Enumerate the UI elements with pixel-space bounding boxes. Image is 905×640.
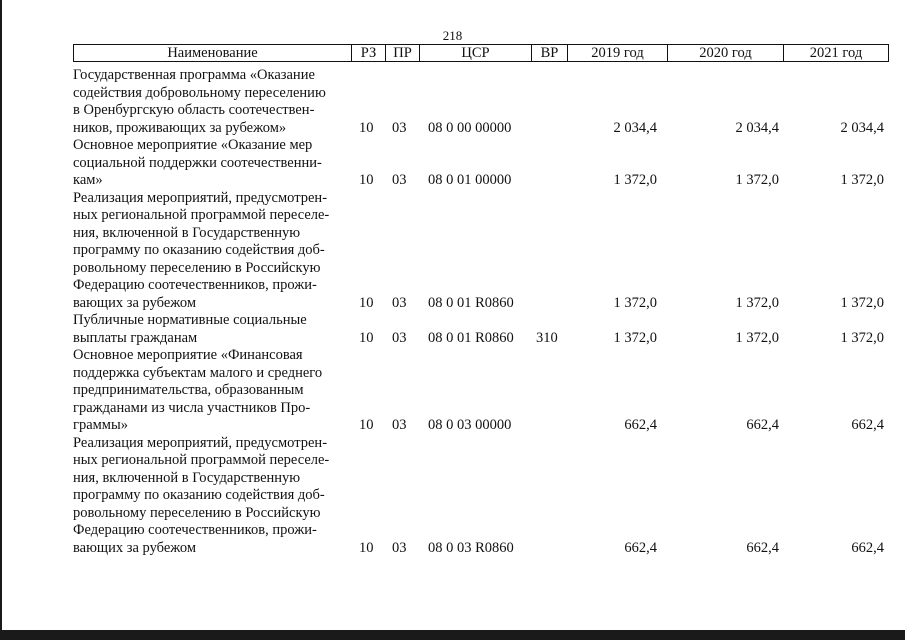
- row-name-line: Основное мероприятие «Финансовая: [73, 347, 303, 363]
- table-row: [73, 435, 889, 558]
- row-name-line: Государственная программа «Оказание: [73, 67, 315, 83]
- row-csr: 08 0 03 00000: [428, 417, 512, 433]
- table-row: [73, 190, 889, 313]
- row-name-line: выплаты гражданам: [73, 329, 198, 346]
- row-name: [73, 435, 351, 558]
- row-name-line: программу по оказанию содействия доб-: [73, 487, 325, 503]
- table-row: [73, 347, 889, 435]
- scan-edge-left: [0, 0, 2, 640]
- row-value-2021: 2 034,4: [840, 119, 884, 136]
- row-pr: 03: [392, 294, 407, 311]
- row-name-line: Реализация мероприятий, предусмотрен-: [73, 189, 328, 206]
- row-name-line: программу по оказанию содействия доб-: [73, 242, 325, 258]
- header-vr: ВР: [532, 45, 568, 61]
- header-csr: ЦСР: [420, 45, 532, 61]
- row-name: [73, 137, 351, 190]
- table-row: [73, 67, 889, 137]
- row-value-2019: 1 372,0: [613, 329, 657, 346]
- row-rz: 10: [359, 539, 374, 556]
- row-pr: 03: [392, 539, 407, 556]
- header-2019: 2019 год: [568, 45, 668, 61]
- row-csr: 08 0 01 00000: [428, 172, 512, 188]
- row-name-line: вающих за рубежом: [73, 539, 197, 556]
- row-name-line: предпринимательства, образованным: [73, 382, 304, 398]
- row-name: [73, 190, 351, 313]
- row-value-2021: 1 372,0: [840, 329, 884, 346]
- row-pr: 03: [392, 119, 407, 136]
- row-name-line: ников, проживающих за рубежом»: [73, 119, 287, 136]
- row-name-line: вающих за рубежом: [73, 294, 197, 311]
- row-name-line: Федерацию соотечественников, прожи-: [73, 522, 317, 538]
- row-value-2019: 662,4: [624, 417, 657, 433]
- row-name-line: в Оренбургскую область соотечествен-: [73, 102, 315, 118]
- row-csr: 08 0 00 00000: [428, 119, 512, 136]
- row-rz: 10: [359, 172, 374, 188]
- row-name-line: ных региональной программой переселе-: [73, 452, 330, 468]
- row-pr: 03: [392, 329, 407, 346]
- row-name: [73, 67, 351, 137]
- page-number: 218: [442, 28, 463, 43]
- row-name-line: Публичные нормативные социальные: [73, 312, 307, 328]
- row-name-line: кам»: [73, 172, 103, 188]
- table-row: [73, 137, 889, 190]
- row-value-2021: 662,4: [851, 539, 884, 556]
- header-2020: 2020 год: [668, 45, 784, 61]
- row-value-2019: 1 372,0: [613, 294, 657, 311]
- row-pr: 03: [392, 172, 407, 188]
- row-name: [73, 347, 351, 435]
- row-csr: 08 0 03 R0860: [428, 539, 514, 556]
- row-value-2019: 1 372,0: [613, 172, 657, 188]
- row-value-2019: 2 034,4: [613, 119, 657, 136]
- row-name-line: социальной поддержки соотечественни-: [73, 154, 322, 171]
- row-name-line: Реализация мероприятий, предусмотрен-: [73, 434, 328, 451]
- row-name-line: ния, включенной в Государственную: [73, 469, 301, 486]
- row-value-2021: 1 372,0: [840, 294, 884, 311]
- row-rz: 10: [359, 119, 374, 136]
- row-value-2020: 1 372,0: [735, 172, 779, 188]
- row-value-2021: 662,4: [851, 417, 884, 433]
- row-name-line: ния, включенной в Государственную: [73, 224, 301, 241]
- row-name-line: гражданами из числа участников Про-: [73, 399, 311, 416]
- row-name-line: Основное мероприятие «Оказание мер: [73, 137, 313, 153]
- row-value-2020: 662,4: [746, 417, 779, 433]
- row-value-2020: 2 034,4: [735, 119, 779, 136]
- table-header: [73, 44, 889, 62]
- row-name-line: содействия добровольному переселению: [73, 84, 326, 101]
- row-value-2019: 662,4: [624, 539, 657, 556]
- row-name: [73, 312, 351, 347]
- row-value-2020: 662,4: [746, 539, 779, 556]
- row-rz: 10: [359, 417, 374, 433]
- row-pr: 03: [392, 417, 407, 433]
- row-vr: 310: [536, 329, 558, 346]
- row-value-2021: 1 372,0: [840, 172, 884, 188]
- header-pr: ПР: [386, 45, 420, 61]
- row-name-line: ных региональной программой переселе-: [73, 207, 330, 223]
- row-name-line: ровольному переселению в Российскую: [73, 259, 321, 276]
- row-csr: 08 0 01 R0860: [428, 294, 514, 311]
- header-name: Наименование: [74, 45, 352, 61]
- row-rz: 10: [359, 329, 374, 346]
- row-value-2020: 1 372,0: [735, 294, 779, 311]
- scan-edge-bottom: [0, 630, 905, 640]
- header-rz: РЗ: [352, 45, 386, 61]
- row-rz: 10: [359, 294, 374, 311]
- header-2021: 2021 год: [809, 45, 863, 61]
- row-name-line: граммы»: [73, 417, 128, 433]
- row-name-line: ровольному переселению в Российскую: [73, 504, 321, 521]
- row-csr: 08 0 01 R0860: [428, 329, 514, 346]
- row-name-line: поддержка субъектам малого и среднего: [73, 364, 323, 381]
- row-name-line: Федерацию соотечественников, прожи-: [73, 277, 317, 293]
- row-value-2020: 1 372,0: [735, 329, 779, 346]
- table-row: [73, 312, 889, 347]
